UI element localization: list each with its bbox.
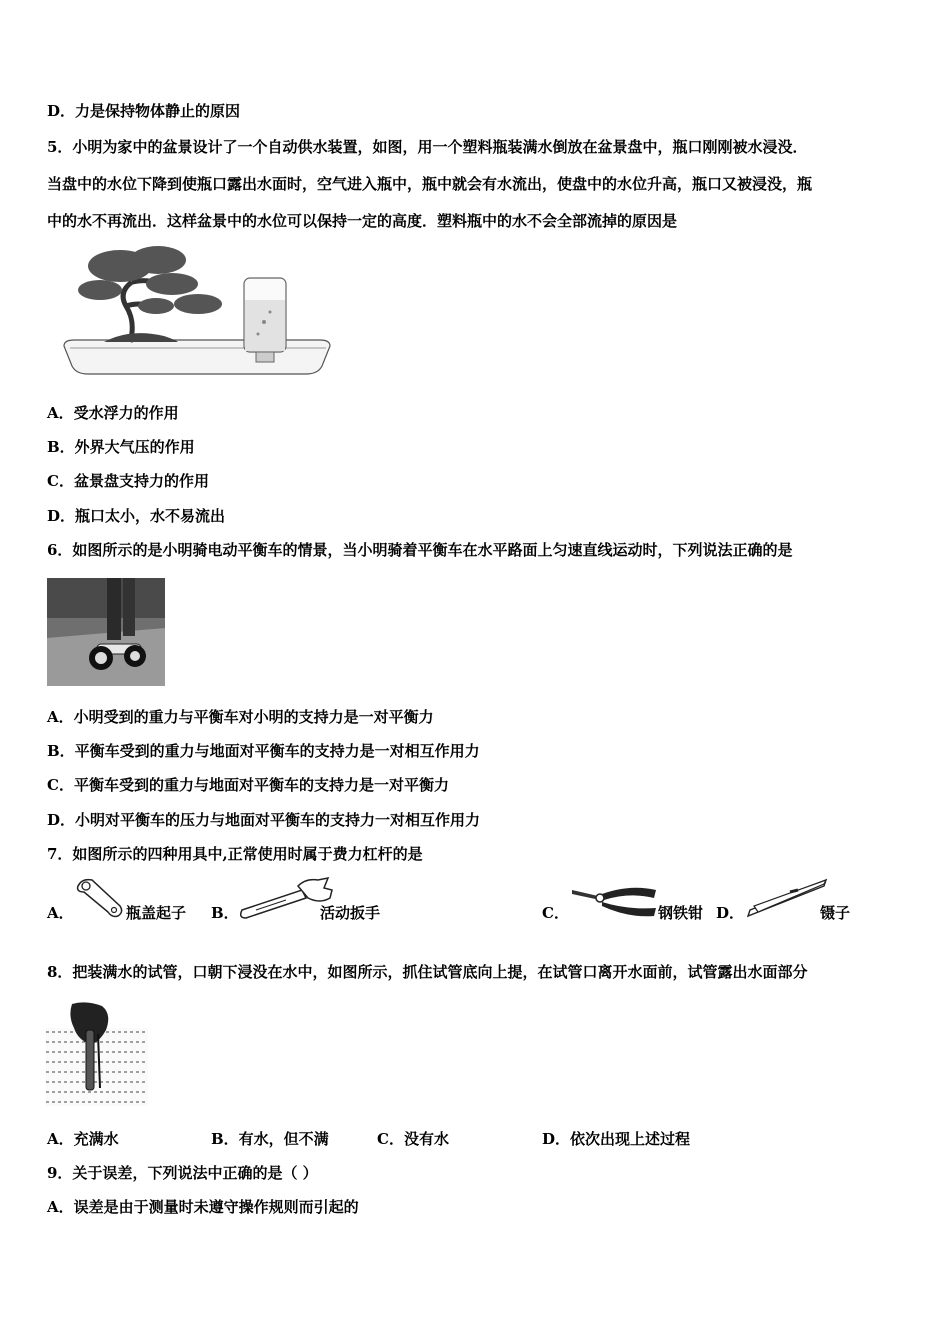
pliers-icon: [570, 880, 658, 920]
q6-stem: 6．如图所示的是小明骑电动平衡车的情景，当小明骑着平衡车在水平路面上匀速直线运动时，下列说法正确的是: [47, 541, 793, 559]
tweezers-icon: [744, 876, 828, 920]
q6-option-c: C．平衡车受到的重力与地面对平衡车的支持力是一对平衡力: [47, 776, 449, 794]
q5-option-a: A．受水浮力的作用: [47, 404, 179, 422]
q9-stem: 9．关于误差，下列说法中正确的是（ ）: [47, 1164, 318, 1182]
bonsai-water-supply-figure: [60, 242, 335, 382]
test-tube-in-water-figure: [46, 1000, 148, 1108]
q7-stem: 7．如图所示的四种用具中,正常使用时属于费力杠杆的是: [47, 845, 423, 863]
q8-option-a: A．充满水: [47, 1130, 119, 1148]
q7-tool-a: 瓶盖起子: [126, 904, 187, 922]
q8-option-b: B．有水，但不满: [211, 1130, 329, 1148]
q7-letter-a: A．: [47, 904, 74, 922]
q8-option-d: D．依次出现上述过程: [542, 1130, 691, 1148]
q7-letter-b: B．: [211, 904, 239, 922]
q4-option-d: D．力是保持物体静止的原因: [47, 102, 241, 120]
q6-option-a: A．小明受到的重力与平衡车对小明的支持力是一对平衡力: [47, 708, 434, 726]
q5-option-d: D．瓶口太小，水不易流出: [47, 507, 226, 525]
q6-option-b: B．平衡车受到的重力与地面对平衡车的支持力是一对相互作用力: [47, 742, 480, 760]
q7-tool-c: 钢铁钳: [658, 904, 704, 922]
balance-scooter-photo: [47, 578, 165, 686]
bottle-opener-icon: [74, 876, 126, 918]
q9-option-a: A．误差是由于测量时未遵守操作规则而引起的: [47, 1198, 359, 1216]
q7-tool-d: 镊子: [820, 904, 851, 922]
q5-option-c: C．盆景盘支持力的作用: [47, 472, 209, 490]
q8-stem: 8．把装满水的试管，口朝下浸没在水中，如图所示，抓住试管底向上提，在试管口离开水面前，试管露出水面部分: [47, 963, 808, 981]
q5-stem-line-1: 5．小明为家中的盆景设计了一个自动供水装置，如图，用一个塑料瓶装满水倒放在盆景盘中，瓶口刚刚被水浸没．: [47, 138, 808, 156]
q5-stem-line-2: 当盘中的水位下降到使瓶口露出水面时，空气进入瓶中，瓶中就会有水流出，使盘中的水位升高，瓶口又被浸没，瓶: [47, 175, 813, 193]
q7-letter-c: C．: [542, 904, 569, 922]
q7-tool-b: 活动扳手: [320, 904, 381, 922]
q7-letter-d: D．: [716, 904, 745, 922]
q5-stem-line-3: 中的水不再流出．这样盆景中的水位可以保持一定的高度．塑料瓶中的水不会全部流掉的原因是: [47, 212, 678, 230]
q6-option-d: D．小明对平衡车的压力与地面对平衡车的支持力一对相互作用力: [47, 811, 481, 829]
q5-option-b: B．外界大气压的作用: [47, 438, 195, 456]
q8-option-c: C．没有水: [377, 1130, 449, 1148]
